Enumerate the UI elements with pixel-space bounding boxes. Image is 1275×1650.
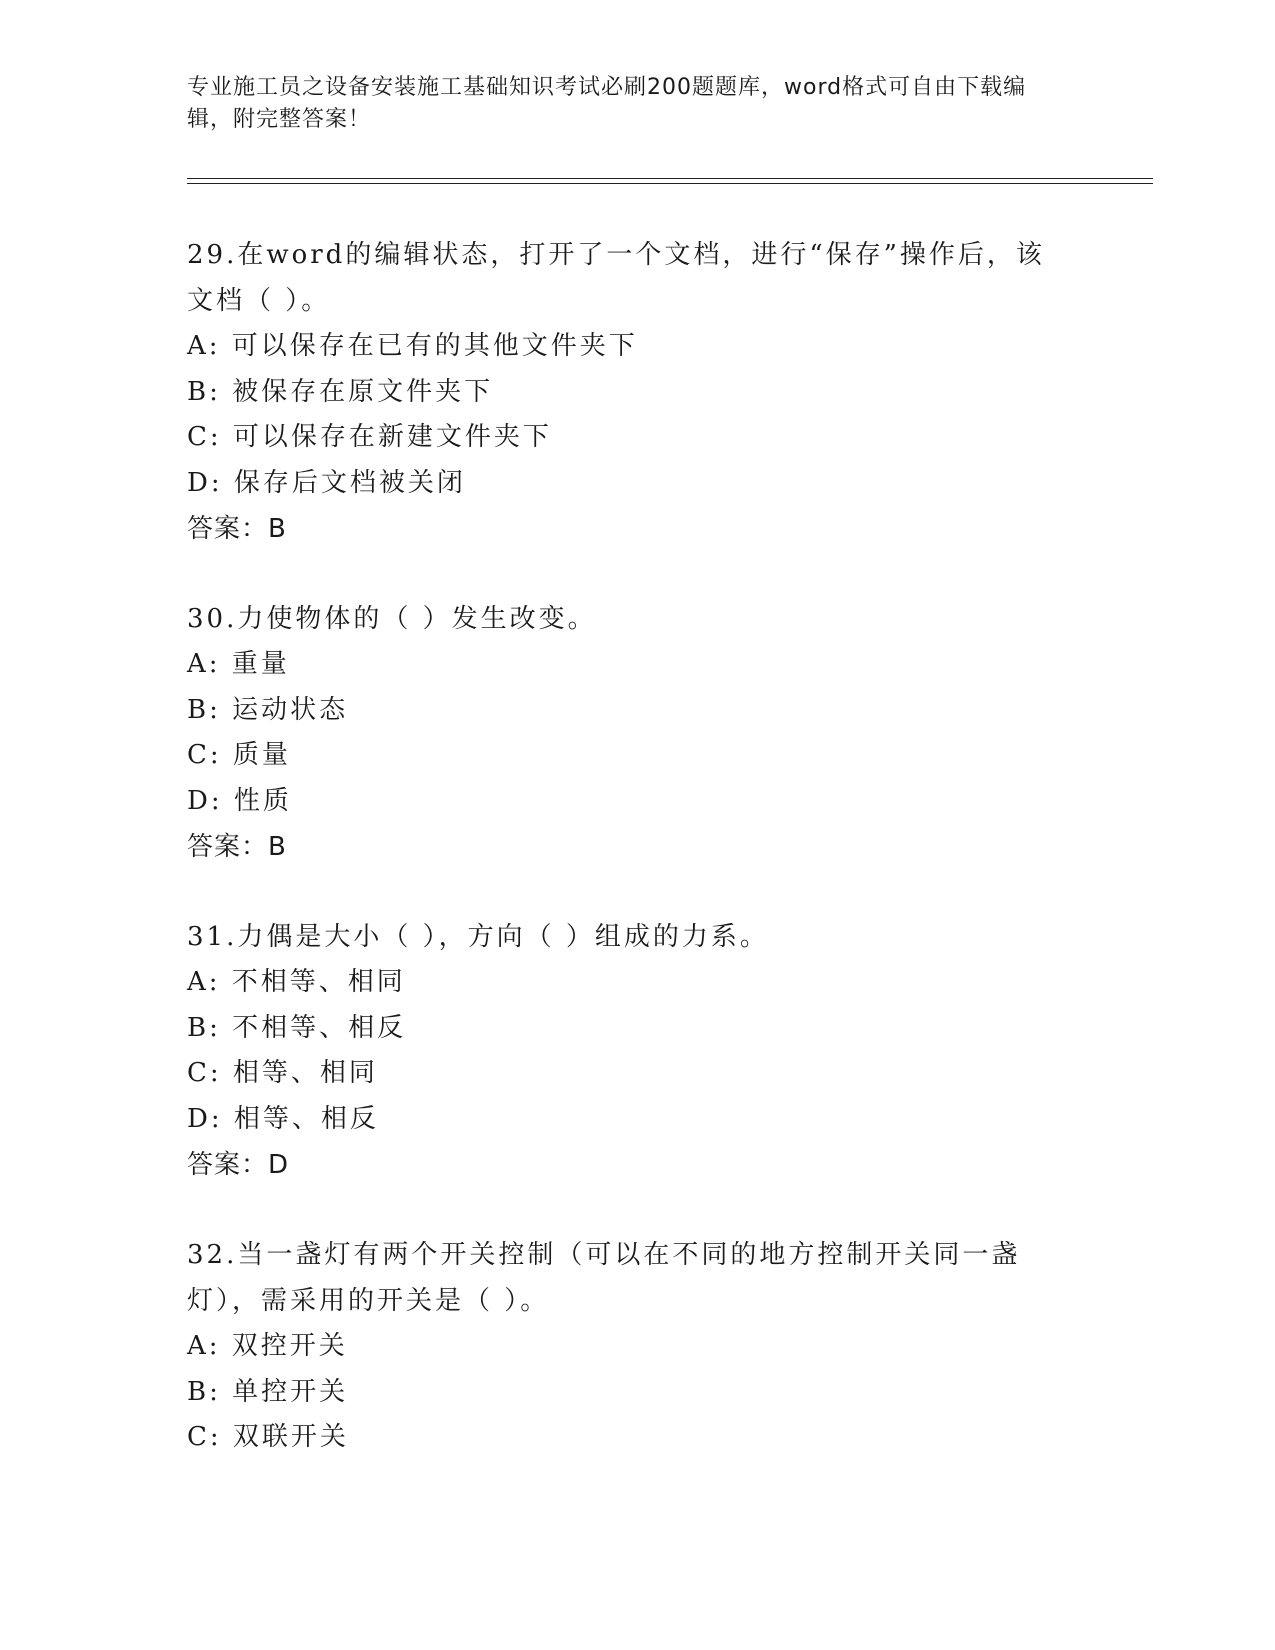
question-32	[187, 1232, 1067, 1461]
option-c: C: 双联开关	[187, 1422, 349, 1452]
document-header	[187, 72, 1067, 136]
answer-line: 答案：D	[187, 1150, 290, 1180]
option-a: A: 不相等、相同	[187, 967, 406, 997]
option-d: D: 相等、相反	[187, 1103, 379, 1134]
question-31	[187, 914, 1067, 1188]
question-stem: 29.在word的编辑状态，打开了一个文档，进行“保存”操作后，该文档（ ）。	[187, 240, 1045, 316]
option-a: A: 可以保存在已有的其他文件夹下	[187, 331, 638, 361]
header-divider-bottom	[187, 183, 1153, 184]
header-title: 专业施工员之设备安装施工基础知识考试必刷200题题库，word格式可自由下载编辑，附完整答案！	[187, 75, 1027, 132]
option-c: C: 质量	[187, 740, 291, 770]
question-30	[187, 596, 1067, 870]
question-stem: 30.力使物体的（ ）发生改变。	[187, 604, 597, 634]
question-29	[187, 232, 1067, 552]
option-a: A: 重量	[187, 649, 290, 679]
answer-line: 答案：B	[187, 832, 287, 862]
answer-line: 答案：B	[187, 514, 287, 544]
question-stem: 31.力偶是大小（ ），方向（ ）组成的力系。	[187, 922, 769, 952]
option-a: A: 双控开关	[187, 1331, 348, 1361]
question-list	[187, 232, 1067, 1505]
option-b: B: 被保存在原文件夹下	[187, 376, 494, 407]
question-stem: 32.当一盏灯有两个开关控制（可以在不同的地方控制开关同一盏灯），需采用的开关是（ ）。	[187, 1240, 1021, 1316]
header-divider-top	[187, 178, 1153, 179]
option-c: C: 可以保存在新建文件夹下	[187, 422, 552, 452]
option-c: C: 相等、相同	[187, 1058, 378, 1088]
option-d: D: 保存后文档被关闭	[187, 467, 466, 498]
option-b: B: 运动状态	[187, 694, 349, 725]
option-b: B: 单控开关	[187, 1376, 349, 1407]
option-d: D: 性质	[187, 785, 292, 816]
option-b: B: 不相等、相反	[187, 1012, 407, 1043]
